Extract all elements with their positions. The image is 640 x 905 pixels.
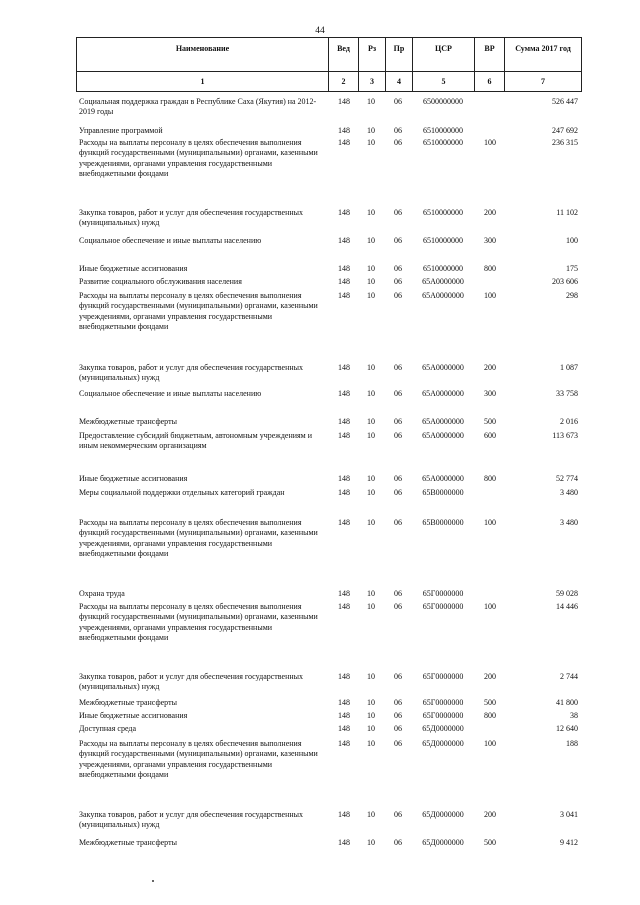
cell-csr: 65Д0000000	[422, 838, 464, 847]
cell-ved: 148	[338, 602, 350, 611]
cell-vr: 300	[484, 389, 496, 398]
cell-csr: 65В0000000	[422, 518, 464, 527]
cell-rz: 10	[367, 711, 375, 720]
cell-ved: 148	[338, 711, 350, 720]
cell-name: Расходы на выплаты персоналу в целях обеспечения выполнения функций государственными (муниципальными) органами, казенными учреждениями, органами управления государственными внебюджетными фондами	[79, 518, 318, 559]
cell-name: Межбюджетные трансферты	[79, 698, 177, 707]
cell-rz: 10	[367, 431, 375, 440]
cell-sum: 59 028	[556, 589, 578, 598]
cell-sum: 113 673	[552, 431, 578, 440]
header-num-4: 4	[385, 71, 412, 91]
cell-name: Закупка товаров, работ и услуг для обеспечения государственных (муниципальных) нужд	[79, 672, 304, 692]
cell-pr: 06	[394, 264, 402, 273]
cell-sum: 236 315	[552, 138, 578, 147]
cell-csr: 65В0000000	[422, 488, 464, 497]
cell-pr: 06	[394, 672, 402, 681]
cell-pr: 06	[394, 126, 402, 135]
cell-pr: 06	[394, 389, 402, 398]
cell-sum: 526 447	[552, 97, 578, 106]
cell-vr: 200	[484, 363, 496, 372]
cell-pr: 06	[394, 236, 402, 245]
cell-rz: 10	[367, 277, 375, 286]
cell-rz: 10	[367, 138, 375, 147]
cell-sum: 2 016	[560, 417, 578, 426]
cell-pr: 06	[394, 138, 402, 147]
cell-vr: 100	[484, 739, 496, 748]
cell-rz: 10	[367, 126, 375, 135]
cell-sum: 2 744	[560, 672, 578, 681]
cell-vr: 300	[484, 236, 496, 245]
cell-ved: 148	[338, 389, 350, 398]
cell-csr: 65А0000000	[422, 277, 464, 286]
header-vr: ВР	[474, 38, 504, 71]
cell-csr: 6510000000	[423, 264, 463, 273]
cell-sum: 203 606	[552, 277, 578, 286]
cell-sum: 38	[570, 711, 578, 720]
cell-sum: 52 774	[556, 474, 578, 483]
cell-vr: 800	[484, 264, 496, 273]
header-sum: Сумма 2017 год	[504, 38, 582, 71]
cell-vr: 100	[484, 138, 496, 147]
cell-name: Развитие социального обслуживания населения	[79, 277, 242, 286]
cell-sum: 247 692	[552, 126, 578, 135]
cell-vr: 100	[484, 291, 496, 300]
cell-name: Предоставление субсидий бюджетным, автономным учреждениям и иным некоммерческим организациям	[79, 431, 313, 451]
cell-name: Закупка товаров, работ и услуг для обеспечения государственных (муниципальных) нужд	[79, 208, 304, 228]
cell-pr: 06	[394, 363, 402, 372]
cell-rz: 10	[367, 417, 375, 426]
cell-sum: 1 087	[560, 363, 578, 372]
cell-name: Охрана труда	[79, 589, 125, 598]
cell-ved: 148	[338, 236, 350, 245]
cell-name: Расходы на выплаты персоналу в целях обеспечения выполнения функций государственными (муниципальными) органами, казенными учреждениями, органами управления государственными внебюджетными фондами	[79, 602, 318, 643]
cell-csr: 65Д0000000	[422, 724, 464, 733]
cell-name: Расходы на выплаты персоналу в целях обеспечения выполнения функций государственными (муниципальными) органами, казенными учреждениями, органами управления государственными внебюджетными фондами	[79, 739, 318, 780]
cell-vr: 200	[484, 208, 496, 217]
cell-name: Закупка товаров, работ и услуг для обеспечения государственных (муниципальных) нужд	[79, 810, 304, 830]
cell-sum: 41 800	[556, 698, 578, 707]
cell-rz: 10	[367, 291, 375, 300]
cell-sum: 100	[566, 236, 578, 245]
cell-pr: 06	[394, 291, 402, 300]
cell-rz: 10	[367, 264, 375, 273]
cell-ved: 148	[338, 264, 350, 273]
cell-vr: 600	[484, 431, 496, 440]
cell-rz: 10	[367, 488, 375, 497]
cell-sum: 188	[566, 739, 578, 748]
cell-rz: 10	[367, 389, 375, 398]
cell-ved: 148	[338, 431, 350, 440]
cell-pr: 06	[394, 724, 402, 733]
cell-pr: 06	[394, 711, 402, 720]
cell-rz: 10	[367, 589, 375, 598]
cell-name: Управление программой	[79, 126, 163, 135]
scan-speck	[152, 880, 154, 882]
cell-vr: 500	[484, 417, 496, 426]
cell-pr: 06	[394, 488, 402, 497]
page-number: 44	[315, 26, 325, 36]
cell-csr: 65Г0000000	[422, 589, 464, 598]
cell-pr: 06	[394, 589, 402, 598]
header-num-7: 7	[504, 71, 582, 91]
cell-ved: 148	[338, 724, 350, 733]
cell-ved: 148	[338, 97, 350, 106]
cell-name: Межбюджетные трансферты	[79, 838, 177, 847]
header-num-3: 3	[358, 71, 385, 91]
cell-csr: 6510000000	[423, 126, 463, 135]
cell-vr: 500	[484, 838, 496, 847]
cell-pr: 06	[394, 474, 402, 483]
cell-csr: 65Г0000000	[422, 672, 464, 681]
cell-ved: 148	[338, 208, 350, 217]
header-num-1: 1	[76, 71, 328, 91]
cell-rz: 10	[367, 739, 375, 748]
cell-rz: 10	[367, 97, 375, 106]
cell-csr: 6510000000	[423, 138, 463, 147]
cell-rz: 10	[367, 208, 375, 217]
cell-csr: 65А0000000	[422, 389, 464, 398]
cell-pr: 06	[394, 518, 402, 527]
cell-name: Социальное обеспечение и иные выплаты населению	[79, 236, 262, 245]
cell-rz: 10	[367, 363, 375, 372]
cell-rz: 10	[367, 602, 375, 611]
header-num-2: 2	[328, 71, 358, 91]
header-ved: Вед	[328, 38, 358, 71]
cell-csr: 65А0000000	[422, 291, 464, 300]
cell-ved: 148	[338, 518, 350, 527]
cell-pr: 06	[394, 810, 402, 819]
cell-ved: 148	[338, 474, 350, 483]
cell-name: Межбюджетные трансферты	[79, 417, 177, 426]
cell-pr: 06	[394, 417, 402, 426]
cell-ved: 148	[338, 138, 350, 147]
header-num-5: 5	[412, 71, 474, 91]
cell-rz: 10	[367, 724, 375, 733]
header-name: Наименование	[76, 38, 328, 71]
cell-csr: 6510000000	[423, 208, 463, 217]
cell-sum: 9 412	[560, 838, 578, 847]
cell-ved: 148	[338, 589, 350, 598]
cell-ved: 148	[338, 739, 350, 748]
header-num-6: 6	[474, 71, 504, 91]
cell-rz: 10	[367, 474, 375, 483]
cell-name: Иные бюджетные ассигнования	[79, 474, 188, 483]
cell-pr: 06	[394, 838, 402, 847]
cell-name: Социальное обеспечение и иные выплаты населению	[79, 389, 262, 398]
cell-name: Иные бюджетные ассигнования	[79, 711, 188, 720]
cell-vr: 800	[484, 474, 496, 483]
cell-ved: 148	[338, 810, 350, 819]
cell-pr: 06	[394, 602, 402, 611]
cell-csr: 6510000000	[423, 236, 463, 245]
cell-csr: 65Г0000000	[422, 602, 464, 611]
cell-csr: 65Г0000000	[422, 711, 464, 720]
cell-ved: 148	[338, 363, 350, 372]
header-rz: Рз	[358, 38, 385, 71]
cell-ved: 148	[338, 277, 350, 286]
cell-sum: 175	[566, 264, 578, 273]
cell-csr: 65А0000000	[422, 474, 464, 483]
cell-vr: 100	[484, 518, 496, 527]
cell-csr: 65А0000000	[422, 363, 464, 372]
cell-pr: 06	[394, 277, 402, 286]
cell-name: Расходы на выплаты персоналу в целях обеспечения выполнения функций государственными (муниципальными) органами, казенными учреждениями, органами управления государственными внебюджетными фондами	[79, 291, 318, 332]
cell-sum: 3 041	[560, 810, 578, 819]
cell-csr: 6500000000	[423, 97, 463, 106]
cell-pr: 06	[394, 431, 402, 440]
cell-ved: 148	[338, 291, 350, 300]
cell-name: Меры социальной поддержки отдельных категорий граждан	[79, 488, 285, 497]
cell-name: Иные бюджетные ассигнования	[79, 264, 188, 273]
cell-name: Доступная среда	[79, 724, 137, 733]
cell-vr: 200	[484, 810, 496, 819]
cell-vr: 800	[484, 711, 496, 720]
cell-csr: 65А0000000	[422, 431, 464, 440]
cell-name: Социальная поддержка граждан в Республике Саха (Якутия) на 2012-2019 годы	[79, 97, 317, 117]
cell-vr: 200	[484, 672, 496, 681]
cell-vr: 100	[484, 602, 496, 611]
cell-name: Закупка товаров, работ и услуг для обеспечения государственных (муниципальных) нужд	[79, 363, 304, 383]
cell-rz: 10	[367, 810, 375, 819]
header-csr: ЦСР	[412, 38, 474, 71]
cell-ved: 148	[338, 698, 350, 707]
cell-rz: 10	[367, 236, 375, 245]
cell-csr: 65Г0000000	[422, 698, 464, 707]
cell-sum: 33 758	[556, 389, 578, 398]
cell-name: Расходы на выплаты персоналу в целях обеспечения выполнения функций государственными (муниципальными) органами, казенными учреждениями, органами управления государственными внебюджетными фондами	[79, 138, 318, 179]
cell-sum: 12 640	[556, 724, 578, 733]
cell-pr: 06	[394, 739, 402, 748]
cell-sum: 14 446	[556, 602, 578, 611]
cell-rz: 10	[367, 672, 375, 681]
cell-ved: 148	[338, 488, 350, 497]
cell-ved: 148	[338, 672, 350, 681]
cell-ved: 148	[338, 126, 350, 135]
cell-ved: 148	[338, 417, 350, 426]
cell-pr: 06	[394, 97, 402, 106]
cell-csr: 65Д0000000	[422, 739, 464, 748]
cell-sum: 298	[566, 291, 578, 300]
cell-sum: 3 480	[560, 488, 578, 497]
cell-rz: 10	[367, 518, 375, 527]
cell-sum: 3 480	[560, 518, 578, 527]
cell-rz: 10	[367, 698, 375, 707]
cell-rz: 10	[367, 838, 375, 847]
cell-vr: 500	[484, 698, 496, 707]
cell-ved: 148	[338, 838, 350, 847]
cell-pr: 06	[394, 208, 402, 217]
cell-csr: 65А0000000	[422, 417, 464, 426]
cell-csr: 65Д0000000	[422, 810, 464, 819]
cell-pr: 06	[394, 698, 402, 707]
cell-sum: 11 102	[556, 208, 578, 217]
header-pr: Пр	[385, 38, 412, 71]
